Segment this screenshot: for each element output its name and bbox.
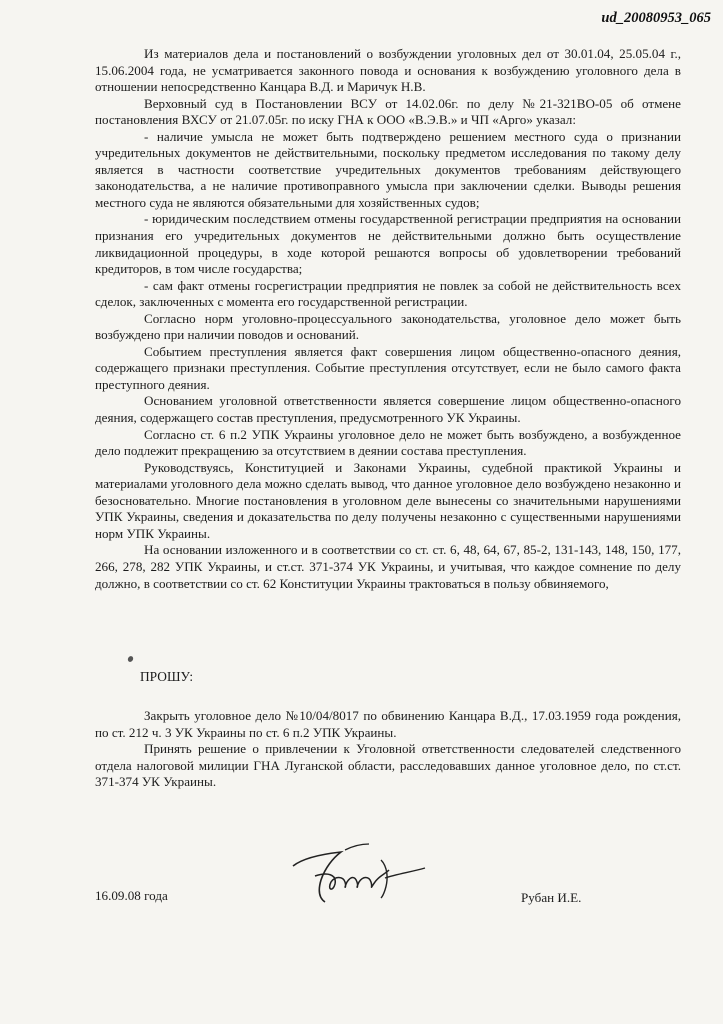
scan-speck — [127, 655, 134, 663]
paragraph-intent: - наличие умысла не может быть подтверждено решением местного суда о признании учредительных документов не действительными, поскольку предметом исследования по такому делу является в частности соответствие учредительных документов требованиям действующего законодательства, а не наличие противоправного умысла при заключении сделки. Выводы решения местного суда не являются обязательными для хозяйственных судов; — [95, 128, 681, 210]
document-id: ud_20080953_065 — [601, 10, 711, 26]
paragraph-registration: - юридическим последствием отмены государственной регистрации предприятия на основании признания его учредительных документов не действительными должно быть осуществление ликвидационной процедуры, в ходе которой решаются вопросы об удовлетворении требований кредиторов, в том числе государства; — [95, 211, 681, 277]
paragraph-based-on: На основании изложенного и в соответствии со ст. ст. 6, 48, 64, 67, 85-2, 131-143, 148, 150, 177, 266, 278, 282 УПК Украины, и ст.ст. 371-374 УК Украины, и учитывая, что каждое сомнение по делу должно, в соответствии со ст. 62 Конституции Украины трактоваться в пользу обвиняемого, — [95, 542, 681, 591]
document-date: 16.09.08 года — [95, 888, 168, 903]
paragraph-liability-basis: Основанием уголовной ответственности является совершение лицом общественно-опасного деяния, содержащего состав преступления, предусмотренного УК Украины. — [95, 393, 681, 426]
paragraph-article-6: Согласно ст. 6 п.2 УПК Украины уголовное дело не может быть возбуждено, а возбужденное дело подлежит прекращению за отсутствием в деянии состава преступления. — [95, 426, 681, 459]
paragraph-supreme-court: Верховный суд в Постановлении ВСУ от 14.02.06г. по делу №21-321ВО-05 об отмене постановления ВХСУ от 21.07.05г. по иску ГНА к ООО «В.Э.В.» и ЧП «Арго» указал: — [95, 95, 681, 128]
paragraph-deals: - сам факт отмены госрегистрации предприятия не повлек за собой не действительность всех сделок, заключенных с момента его государственной регистрации. — [95, 277, 681, 310]
paragraph-procedural-norms: Согласно норм уголовно-процессуального законодательства, уголовное дело может быть возбуждено при наличии поводов и оснований. — [95, 310, 681, 343]
request-prosecute-investigators: Принять решение о привлечении к Уголовной ответственности следователей следственного отдела налоговой милиции ГНА Луганской области, расследовавших данное уголовное дело, по ст.ст. 371-374 УК Украины. — [95, 741, 681, 790]
request-close-case: Закрыть уголовное дело №10/04/8017 по обвинению Канцара В.Д., 17.03.1959 года рождения, по ст. 212 ч. 3 УК Украины по ст. 6 п.2 УПК Украины. — [95, 708, 681, 740]
paragraph-crime-event: Событием преступления является факт совершения лицом общественно-опасного деяния, содержащего признаки преступления. Событие преступления отсутствует, если не было самого факта преступного деяния. — [95, 343, 681, 392]
handwritten-signature — [285, 832, 430, 908]
signer-name: Рубан И.Е. — [521, 890, 582, 905]
paragraph-materials: Из материалов дела и постановлений о возбуждении уголовных дел от 30.01.04, 25.05.04 г., 15.06.2004 года, не усматривается законного повода и основания к возбуждению уголовного дела в отношении непосредственно Канцара В.Д. и Маричук Н.В. — [95, 46, 681, 95]
request-heading: ПРОШУ: — [140, 669, 194, 684]
paragraph-guided-by: Руководствуясь, Конституцией и Законами Украины, судебной практикой Украины и материалами уголовного дела можно сделать вывод, что данное уголовное дело возбуждено незаконно и безосновательно. Многие постановления в уголовном деле вынесены со значительными нарушениями УПК Украины, сведения и доказательства по делу получены незаконно с существенными нарушениями норм УПК Украины. — [95, 459, 681, 541]
document-body — [95, 46, 681, 592]
request-list — [95, 708, 681, 791]
